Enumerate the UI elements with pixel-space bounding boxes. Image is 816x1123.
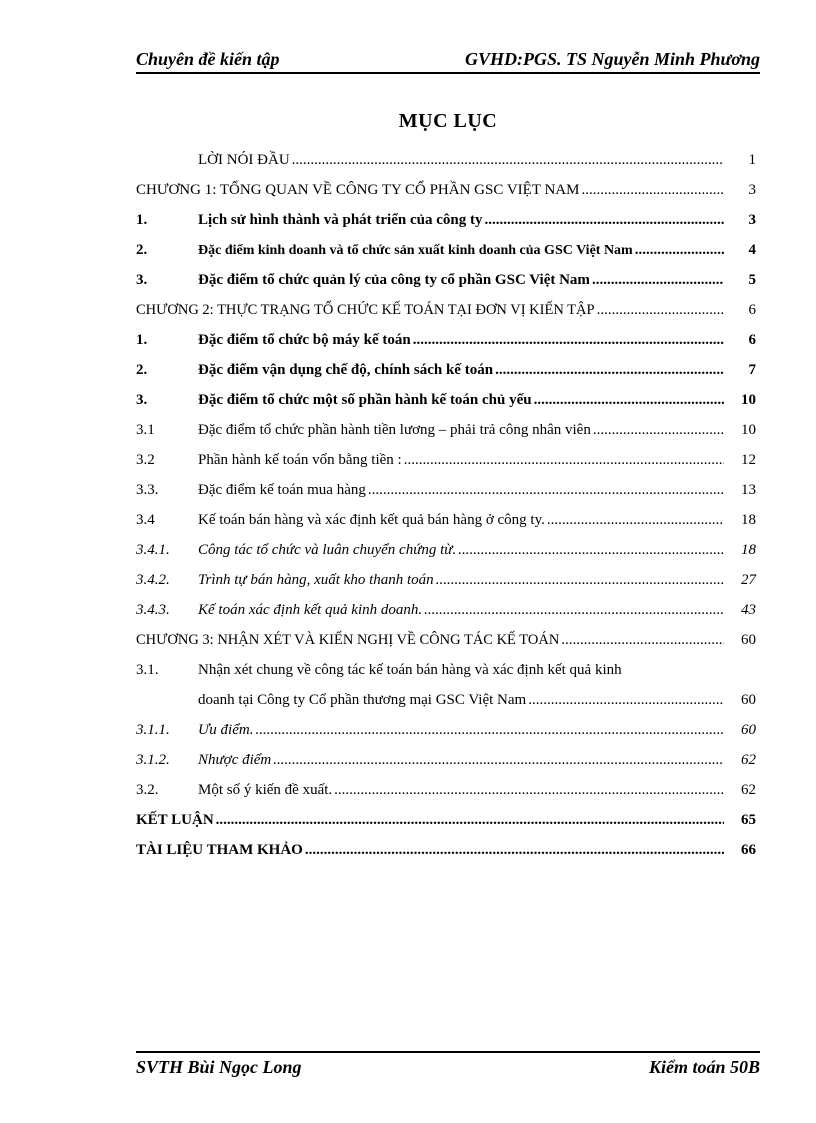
toc-text: Phần hành kế toán vốn bằng tiền : bbox=[198, 452, 402, 468]
toc-text: Kế toán bán hàng và xác định kết quả bán hàng ở công ty. bbox=[198, 512, 545, 528]
toc-page: 3 bbox=[748, 212, 756, 228]
toc-entry[interactable] bbox=[136, 595, 756, 625]
toc-leader bbox=[547, 505, 724, 535]
toc-page: 10 bbox=[741, 392, 756, 408]
toc-text: Đặc điểm kế toán mua hàng bbox=[198, 482, 366, 498]
toc-text: KẾT LUẬN bbox=[136, 812, 214, 828]
toc-text: LỜI NÓI ĐẦU bbox=[198, 152, 290, 168]
toc-page: 12 bbox=[741, 452, 756, 468]
toc-entry[interactable] bbox=[136, 625, 756, 655]
toc-leader bbox=[592, 265, 724, 295]
footer-right: Kiểm toán 50B bbox=[648, 1056, 760, 1077]
toc-leader bbox=[534, 385, 724, 415]
toc-number: 3. bbox=[136, 272, 148, 288]
toc-entry-continued[interactable] bbox=[136, 685, 756, 715]
toc-entry[interactable] bbox=[136, 835, 756, 865]
toc-text: Nhận xét chung về công tác kế toán bán hàng và xác định kết quả kinh bbox=[198, 662, 622, 678]
toc-entry[interactable] bbox=[136, 205, 756, 235]
page-footer bbox=[136, 1051, 760, 1081]
toc-page: 43 bbox=[741, 602, 756, 618]
toc-leader bbox=[458, 535, 724, 565]
toc-leader bbox=[216, 805, 724, 835]
toc-leader bbox=[255, 715, 724, 745]
toc-page: 5 bbox=[748, 272, 756, 288]
toc-number: 1. bbox=[136, 332, 148, 348]
toc-page: 27 bbox=[741, 572, 756, 588]
toc-text: CHƯƠNG 3: NHẬN XÉT VÀ KIẾN NGHỊ VỀ CÔNG TÁC KẾ TOÁN bbox=[136, 632, 560, 648]
toc-entry[interactable] bbox=[136, 535, 756, 565]
toc-leader bbox=[528, 685, 724, 715]
toc-number: 3.1.1. bbox=[136, 722, 170, 738]
toc-number: 2. bbox=[136, 362, 148, 378]
toc-page: 6 bbox=[748, 332, 756, 348]
header-left: Chuyên đề kiến tập bbox=[136, 49, 280, 69]
toc-leader bbox=[273, 745, 724, 775]
table-of-contents bbox=[136, 145, 756, 865]
toc-entry[interactable] bbox=[136, 715, 756, 745]
toc-number: 2. bbox=[136, 242, 148, 258]
toc-page: 66 bbox=[741, 842, 756, 858]
toc-number: 3.4.1. bbox=[136, 542, 170, 558]
toc-leader bbox=[593, 415, 724, 445]
toc-leader bbox=[561, 625, 724, 655]
toc-page: 4 bbox=[748, 242, 756, 258]
toc-entry[interactable] bbox=[136, 805, 756, 835]
toc-page: 60 bbox=[741, 692, 756, 708]
toc-page: 6 bbox=[748, 302, 756, 318]
toc-page: 60 bbox=[741, 722, 756, 738]
toc-entry[interactable] bbox=[136, 745, 756, 775]
toc-page: 1 bbox=[748, 152, 756, 168]
toc-text: TÀI LIỆU THAM KHẢO bbox=[136, 842, 303, 858]
toc-page: 3 bbox=[748, 182, 756, 198]
toc-entry[interactable] bbox=[136, 235, 756, 265]
toc-text: doanh tại Công ty Cổ phần thương mại GSC Việt Nam bbox=[198, 692, 527, 708]
toc-page: 7 bbox=[748, 362, 756, 378]
toc-leader bbox=[368, 475, 724, 505]
toc-entry[interactable] bbox=[136, 325, 756, 355]
toc-number: 3.4 bbox=[136, 512, 155, 528]
toc-leader bbox=[404, 445, 724, 475]
toc-page: 60 bbox=[741, 632, 756, 648]
toc-number: 3.3. bbox=[136, 482, 159, 498]
toc-leader bbox=[484, 205, 724, 235]
toc-number: 1. bbox=[136, 212, 148, 228]
toc-entry[interactable] bbox=[136, 475, 756, 505]
toc-entry[interactable] bbox=[136, 415, 756, 445]
toc-entry[interactable] bbox=[136, 565, 756, 595]
toc-number: 3.2. bbox=[136, 782, 159, 798]
toc-entry[interactable] bbox=[136, 265, 756, 295]
toc-number: 3.2 bbox=[136, 452, 155, 468]
toc-page: 62 bbox=[741, 782, 756, 798]
toc-leader bbox=[436, 565, 724, 595]
toc-text: Kế toán xác định kết quả kinh doanh. bbox=[198, 602, 423, 618]
toc-leader bbox=[424, 595, 724, 625]
toc-leader bbox=[635, 235, 724, 265]
toc-number: 3.1. bbox=[136, 662, 159, 678]
toc-leader bbox=[495, 355, 724, 385]
page-header bbox=[136, 48, 760, 74]
toc-entry[interactable] bbox=[136, 385, 756, 415]
toc-page: 18 bbox=[741, 542, 756, 558]
toc-text: Ưu điểm. bbox=[198, 722, 254, 738]
toc-page: 62 bbox=[741, 752, 756, 768]
toc-text: Đặc điểm tổ chức quản lý của công ty cổ phần GSC Việt Nam bbox=[198, 272, 590, 288]
toc-text: Công tác tổ chức và luân chuyển chứng từ. bbox=[198, 542, 457, 558]
toc-text: Một số ý kiến đề xuất. bbox=[198, 782, 333, 798]
toc-text: Đặc điểm tổ chức bộ máy kế toán bbox=[198, 332, 411, 348]
toc-entry[interactable] bbox=[136, 175, 756, 205]
toc-page: 18 bbox=[741, 512, 756, 528]
toc-leader bbox=[292, 145, 724, 175]
toc-text: Lịch sử hình thành và phát triển của công ty bbox=[198, 212, 483, 228]
toc-page: 10 bbox=[741, 422, 756, 438]
toc-leader bbox=[305, 835, 724, 865]
toc-entry[interactable] bbox=[136, 145, 756, 175]
toc-leader bbox=[581, 175, 724, 205]
toc-entry[interactable] bbox=[136, 295, 756, 325]
toc-entry[interactable] bbox=[136, 655, 756, 685]
toc-text: Nhược điểm bbox=[198, 752, 272, 768]
toc-number: 3.4.3. bbox=[136, 602, 170, 618]
toc-number: 3.1.2. bbox=[136, 752, 170, 768]
toc-leader bbox=[597, 295, 724, 325]
toc-text: Trình tự bán hàng, xuất kho thanh toán bbox=[198, 572, 434, 588]
toc-page: 13 bbox=[741, 482, 756, 498]
toc-entry[interactable] bbox=[136, 355, 756, 385]
toc-number: 3. bbox=[136, 392, 148, 408]
toc-page: 65 bbox=[741, 812, 756, 828]
toc-text: Đặc điểm tổ chức một số phần hành kế toán chủ yếu bbox=[198, 392, 532, 408]
page-title: MỤC LỤC bbox=[398, 110, 498, 132]
toc-number: 3.4.2. bbox=[136, 572, 170, 588]
toc-text: CHƯƠNG 1: TỔNG QUAN VỀ CÔNG TY CỔ PHẦN GSC VIỆT NAM bbox=[136, 182, 580, 198]
toc-text: Đặc điểm kinh doanh và tổ chức sản xuất kinh doanh của GSC Việt Nam bbox=[198, 243, 633, 258]
toc-entry[interactable] bbox=[136, 775, 756, 805]
toc-text: CHƯƠNG 2: THỰC TRẠNG TỔ CHỨC KẾ TOÁN TẠI ĐƠN VỊ KIẾN TẬP bbox=[136, 302, 595, 318]
toc-leader bbox=[413, 325, 724, 355]
toc-entry[interactable] bbox=[136, 505, 756, 535]
footer-left: SVTH Bùi Ngọc Long bbox=[136, 1056, 302, 1077]
toc-number: 3.1 bbox=[136, 422, 155, 438]
toc-text: Đặc điểm tổ chức phần hành tiền lương – phải trả công nhân viên bbox=[198, 422, 591, 438]
header-right: GVHD:PGS. TS Nguyễn Minh Phương bbox=[465, 49, 760, 69]
toc-text: Đặc điểm vận dụng chế độ, chính sách kế toán bbox=[198, 362, 494, 378]
toc-entry[interactable] bbox=[136, 445, 756, 475]
toc-leader bbox=[334, 775, 724, 805]
